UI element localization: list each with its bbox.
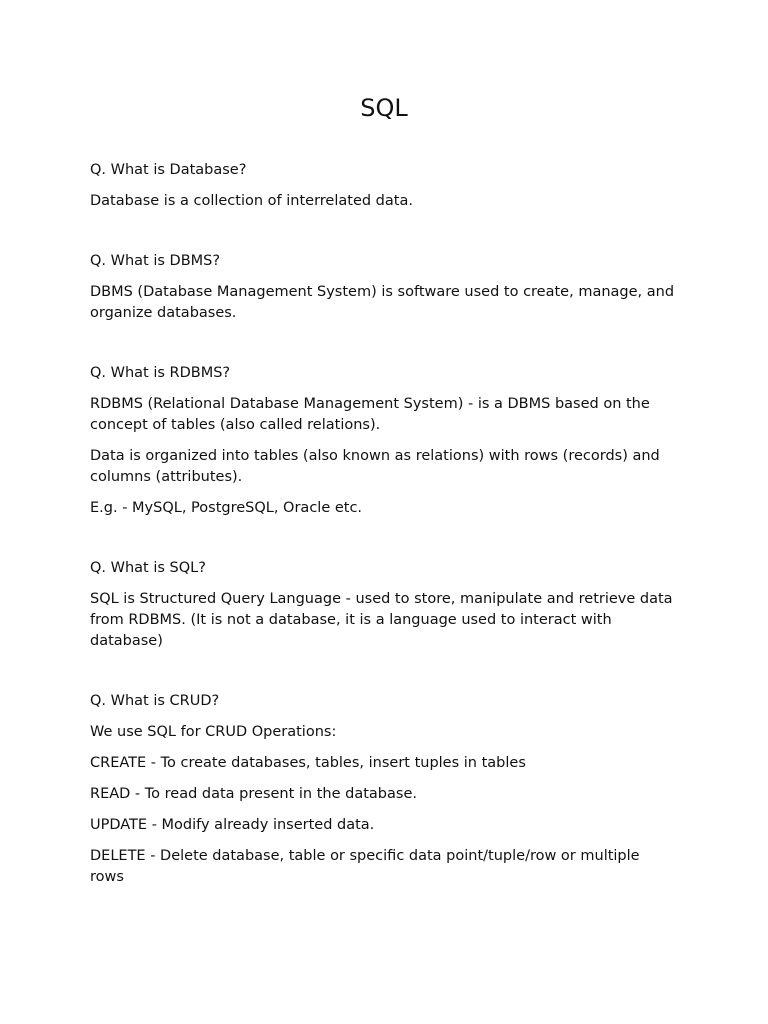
crud-create-item: CREATE - To create databases, tables, insert tuples in tables: [90, 755, 526, 771]
question-rdbms: Q. What is RDBMS?: [90, 365, 231, 381]
crud-delete-item: DELETE - Delete database, table or specific data point/tuple/row or multiple rows: [90, 848, 640, 885]
question-dbms: Q. What is DBMS?: [90, 253, 221, 269]
qa-section-crud: [90, 691, 678, 888]
qa-section-dbms: [90, 251, 678, 324]
answer-paragraph: Database is a collection of interrelated data.: [90, 193, 413, 209]
qa-section-sql: [90, 558, 678, 652]
page-title: SQL: [360, 94, 408, 122]
qa-section-rdbms: [90, 363, 678, 519]
question-crud: Q. What is CRUD?: [90, 693, 220, 709]
answer-paragraph: DBMS (Database Management System) is software used to create, manage, and organize databases.: [90, 284, 675, 321]
question-database: Q. What is Database?: [90, 162, 247, 178]
answer-paragraph: RDBMS (Relational Database Management System) - is a DBMS based on the concept of tables (also called relations).: [90, 396, 650, 433]
qa-sections: [90, 160, 678, 888]
crud-read-item: READ - To read data present in the database.: [90, 786, 417, 802]
answer-paragraph: Data is organized into tables (also known as relations) with rows (records) and columns (attributes).: [90, 448, 660, 485]
answer-paragraph: SQL is Structured Query Language - used to store, manipulate and retrieve data from RDBMS. (It is not a database, it is a language used to interact with database): [90, 591, 673, 649]
answer-paragraph: E.g. - MySQL, PostgreSQL, Oracle etc.: [90, 500, 363, 516]
qa-section-database: [90, 160, 678, 212]
question-sql: Q. What is SQL?: [90, 560, 206, 576]
answer-paragraph: We use SQL for CRUD Operations:: [90, 724, 337, 740]
crud-update-item: UPDATE - Modify already inserted data.: [90, 817, 375, 833]
